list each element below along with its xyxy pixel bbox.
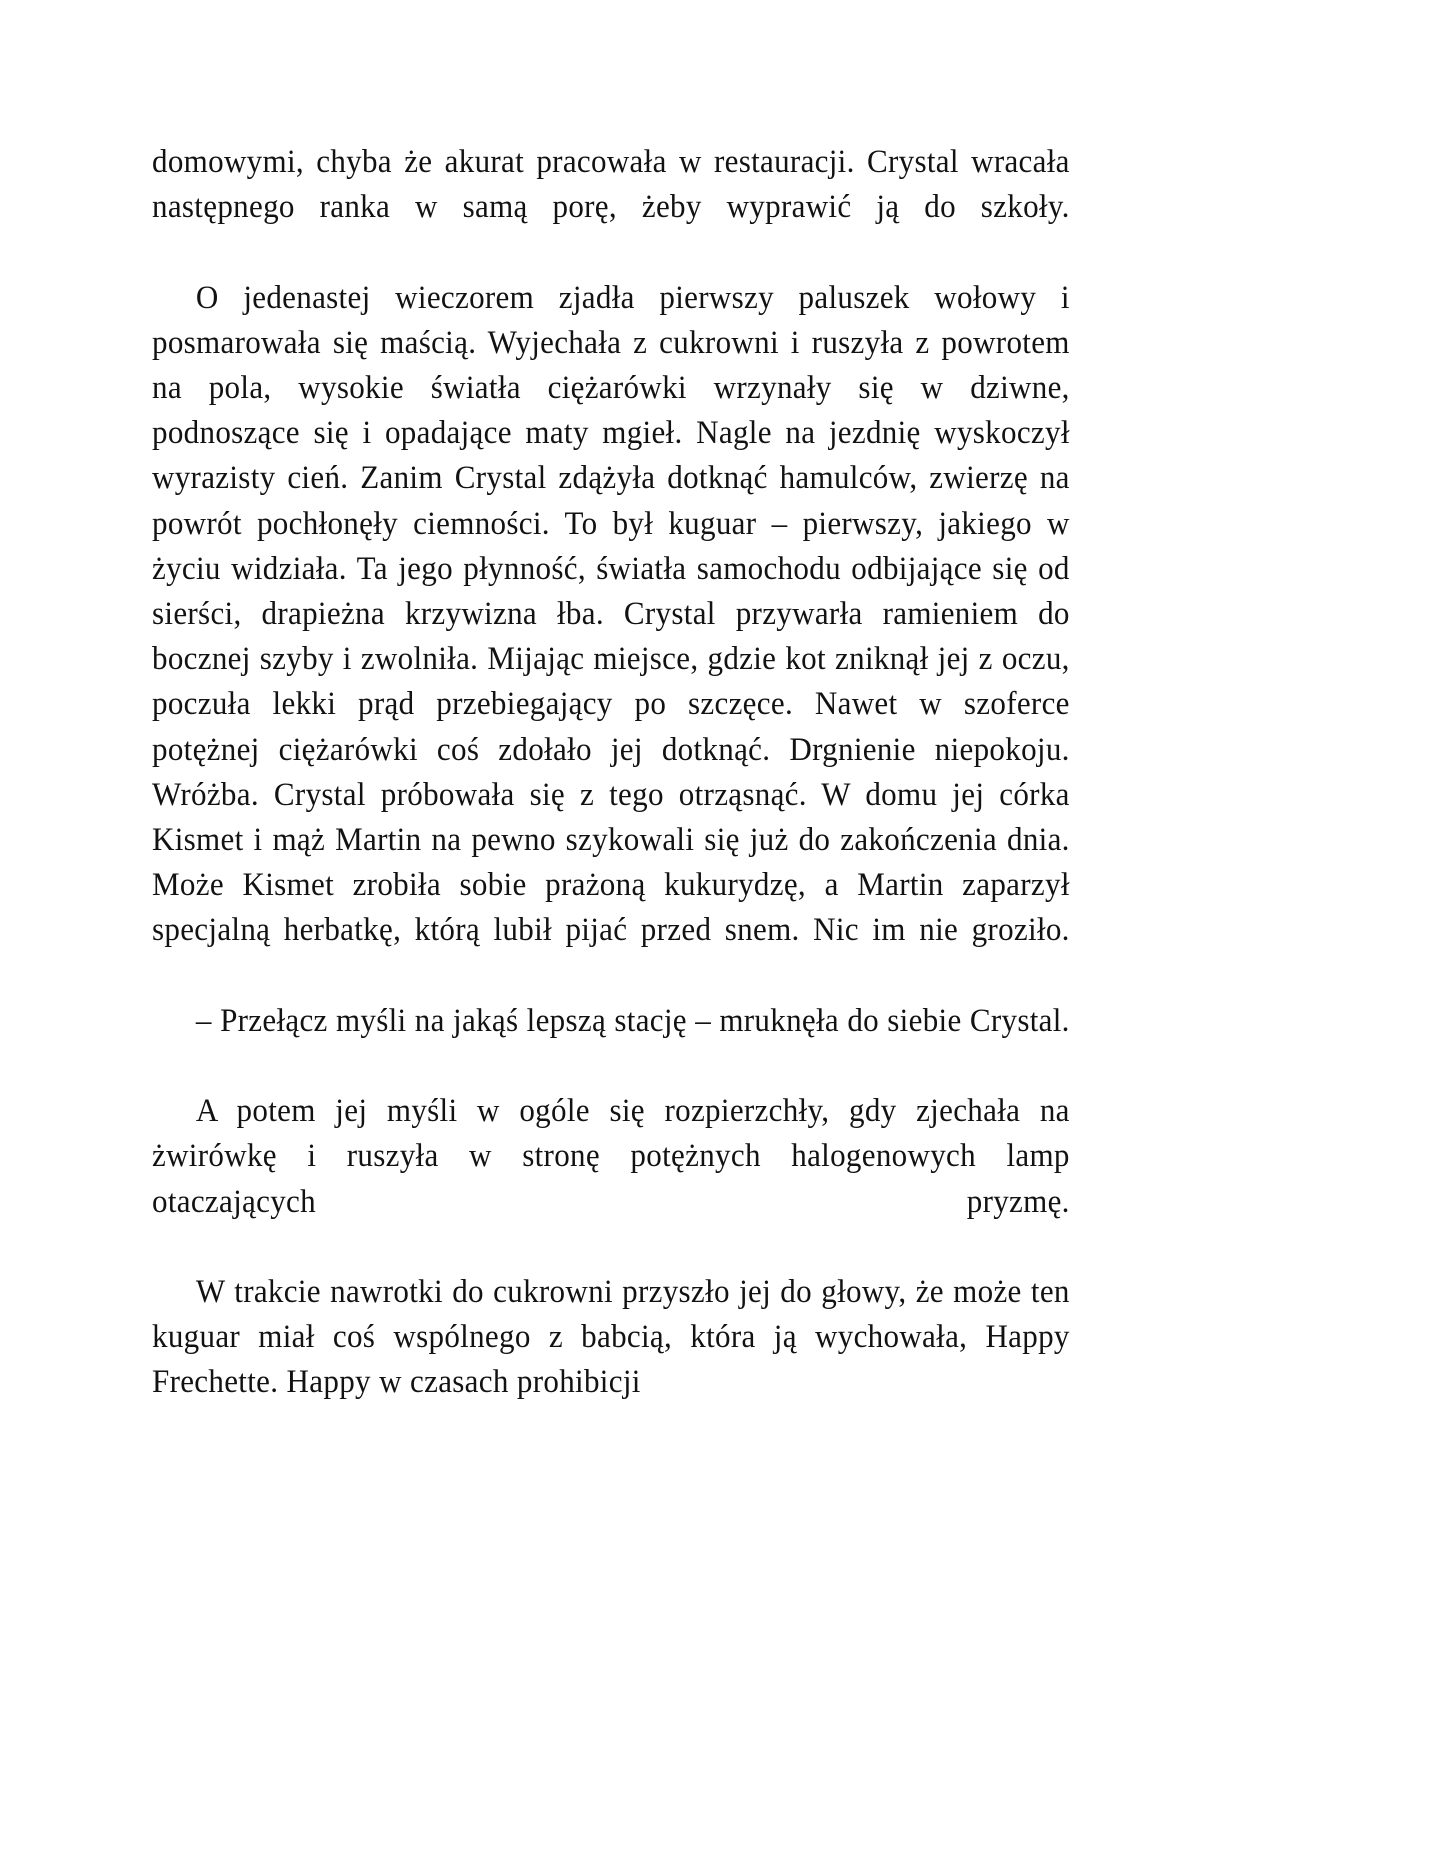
paragraph-4: A potem jej myśli w ogóle się rozpierzchły, gdy zjechała na żwirówkę i ruszyła w stronę potężnych halogenowych lamp otaczających pryzmę. bbox=[152, 1093, 1070, 1220]
paragraph-5-truncated: W trakcie nawrotki do cukrowni przyszło jej do głowy, że może ten kuguar miał coś wspólnego z babcią, która ją wychowała, Happy Frechette. Happy w czasach prohibicji bbox=[152, 1274, 1070, 1401]
paragraph-1: domowymi, chyba że akurat pracowała w restauracji. Crystal wracała następnego ranka w samą porę, żeby wyprawić ją do szkoły. bbox=[152, 144, 1070, 226]
paragraph-3-dialogue: – Przełącz myśli na jakąś lepszą stację – mruknęła do siebie Crystal. bbox=[195, 1002, 1070, 1039]
body-text-column bbox=[152, 140, 1070, 1406]
paragraph-2: O jedenastej wieczorem zjadła pierwszy paluszek wołowy i posmarowała się maścią. Wyjechała z cukrowni i ruszyła z powrotem na pola, wysokie światła ciężarówki wrzynały się w dziwne, podnoszące się i opadające maty mgieł. Nagle na jezdnię wyskoczył wyrazisty cień. Zanim Crystal zdążyła dotknąć hamulców, zwierzę na powrót pochłonęły ciemności. To był kuguar – pierwszy, jakiego w życiu widziała. Ta jego płynność, światła samochodu odbijające się od sierści, drapieżna krzywizna łba. Crystal przywarła ramieniem do bocznej szyby i zwolniła. Mijając miejsce, gdzie kot zniknął jej z oczu, poczuła lekki prąd przebiegający po szczęce. Nawet w szoferce potężnej ciężarówki coś zdołało jej dotknąć. Drgnienie niepokoju. Wróżba. Crystal próbowała się z tego otrząsnąć. W domu jej córka Kismet i mąż Martin na pewno szykowali się już do zakończenia dnia. Może Kismet zrobiła sobie prażoną kukurydzę, a Martin zaparzył specjalną herbatkę, którą lubił pijać przed snem. Nic im nie groziło. bbox=[152, 279, 1070, 949]
